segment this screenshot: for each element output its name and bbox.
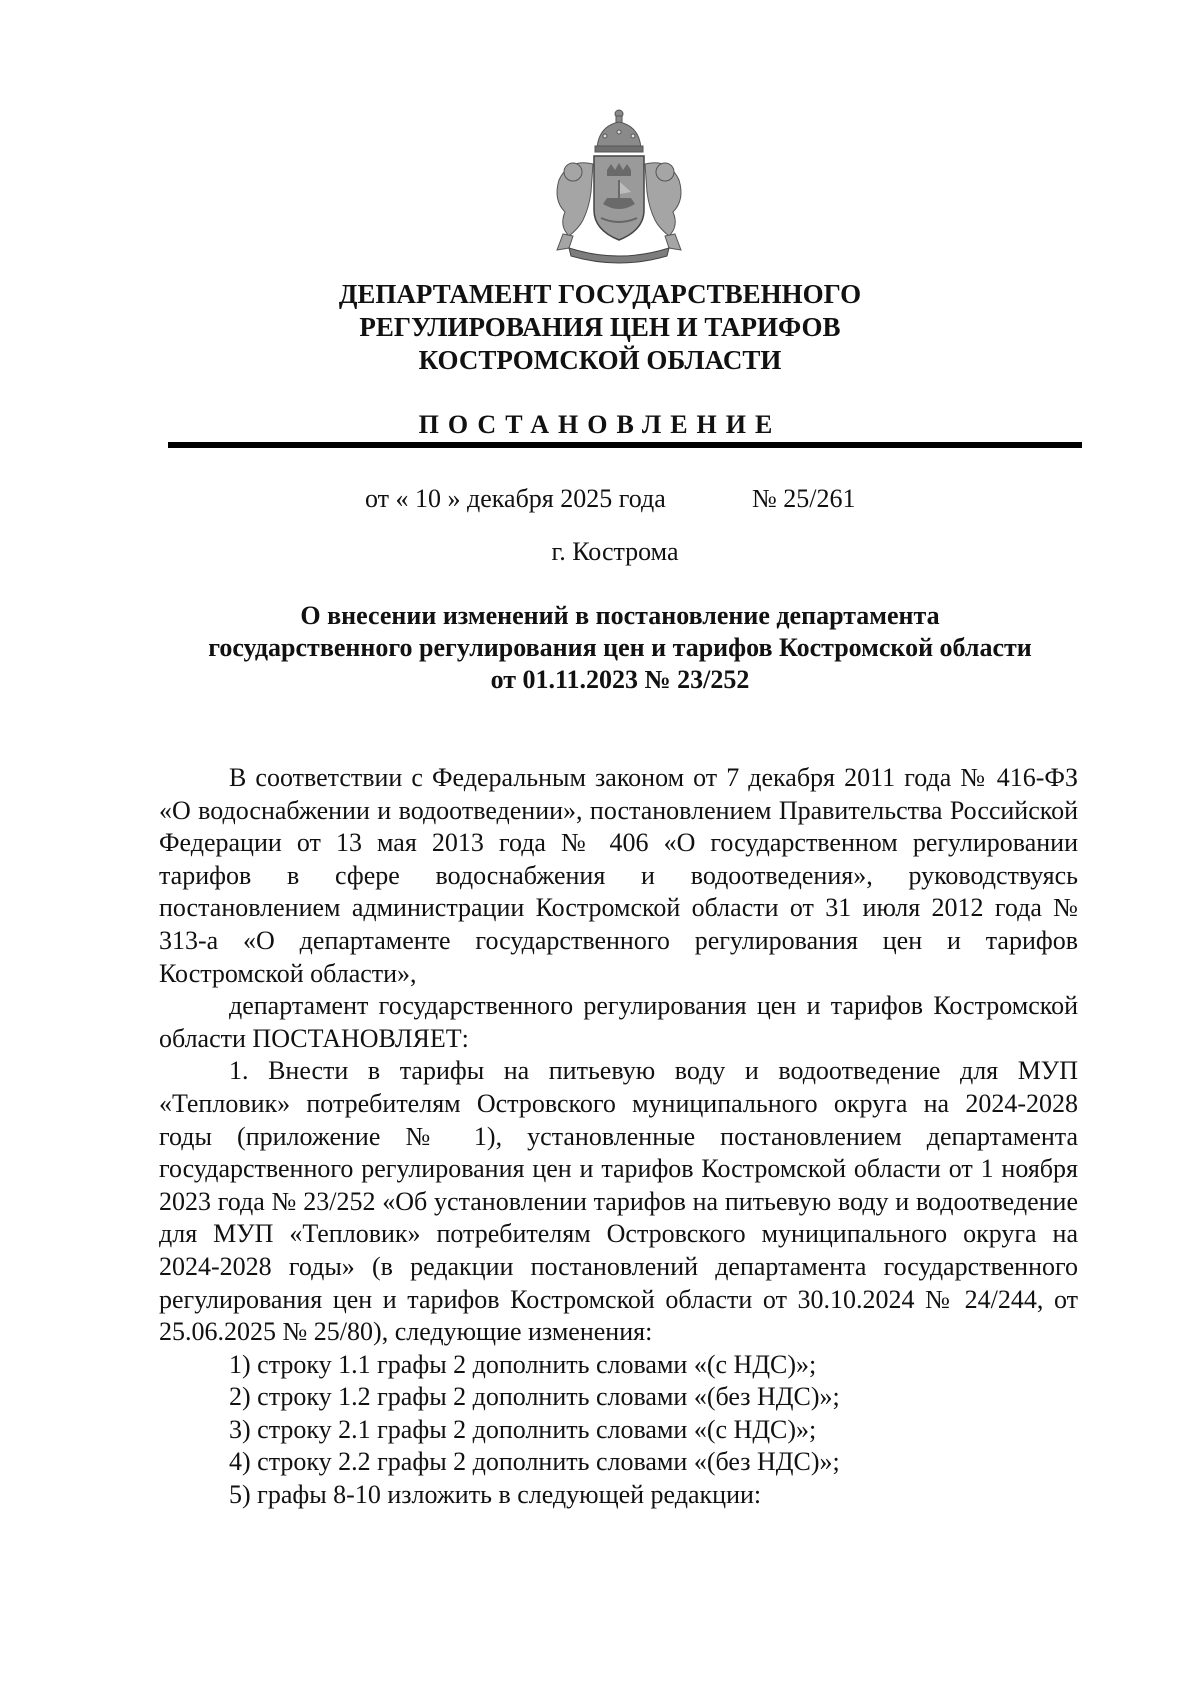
document-city: г. Кострома (551, 537, 679, 566)
list-item: 1) строку 1.1 графы 2 дополнить словами «(с НДС)»; (229, 1349, 817, 1379)
subject-line: от 01.11.2023 № 23/252 (490, 665, 750, 694)
document-body (159, 762, 1078, 1512)
subject-line: О внесении изменений в постановление департамента (300, 601, 940, 630)
list-item: 2) строку 1.2 графы 2 дополнить словами «(без НДС)»; (229, 1382, 840, 1412)
document-number: № 25/261 (752, 484, 856, 513)
department-title-line: КОСТРОМСКОЙ ОБЛАСТИ (418, 345, 782, 375)
subject-line: государственного регулирования цен и тарифов Костромской области (208, 633, 1032, 662)
department-title-line: ДЕПАРТАМЕНТ ГОСУДАРСТВЕННОГО (338, 279, 862, 309)
clause-1-paragraph: 1. Внести в тарифы на питьевую воду и водоотведение для МУП «Тепловик» потребителям Островского муниципального округа на 2024-2028 годы (приложение № 1), установленные постановлением департамента государственного регулирования цен и тарифов Костромской области от 1 ноября 2023 года № 23/252 «Об установлении тарифов на питьевую воду и водоотведение для МУП «Тепловик» потребителям Островского муниципального округа на 2024-2028 годы» (в редакции постановлений департамента государственного регулирования цен и тарифов Костромской области от 30.10.2024 № 24/244, от 25.06.2025 № 25/80), следующие изменения: (159, 1056, 1078, 1347)
document-date: от « 10 » декабря 2025 года (365, 484, 666, 513)
list-item: 5) графы 8-10 изложить в следующей редакции: (229, 1480, 762, 1510)
preamble-paragraph: В соответствии с Федеральным законом от 7 декабря 2011 года № 416-ФЗ «О водоснабжении и водоотведении», постановлением Правительства Российской Федерации от 13 мая 2013 года № 406 «О государственном регулировании тарифов в сфере водоснабжения и водоотведения», руководствуясь постановлением администрации Костромской области от 31 июля 2012 года № 313-а «О департаменте государственного регулирования цен и тарифов Костромской области», (159, 763, 1078, 988)
coat-of-arms-emblem (539, 108, 699, 268)
department-title-line: РЕГУЛИРОВАНИЯ ЦЕН И ТАРИФОВ (359, 312, 841, 342)
list-item: 3) строку 2.1 графы 2 дополнить словами «(с НДС)»; (229, 1414, 817, 1444)
department-title (200, 278, 1000, 377)
header-divider (168, 442, 1082, 448)
document-kind-heading: ПОСТАНОВЛЕНИЕ (418, 410, 782, 439)
document-subject (150, 600, 1090, 696)
list-item: 4) строку 2.2 графы 2 дополнить словами «(без НДС)»; (229, 1447, 840, 1477)
resolves-paragraph: департамент государственного регулирования цен и тарифов Костромской области ПОСТАНОВЛЯЕТ: (159, 991, 1078, 1053)
